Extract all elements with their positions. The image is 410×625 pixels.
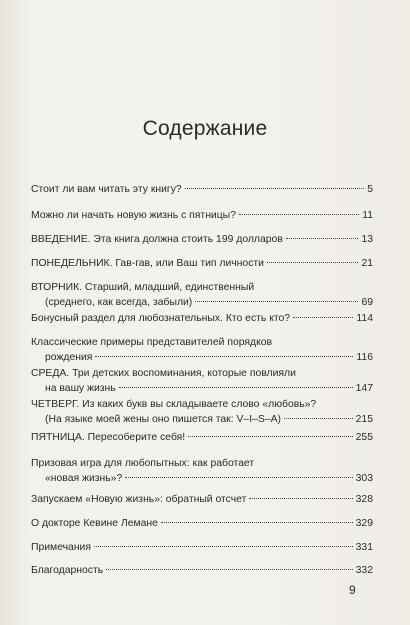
toc-entry [31, 335, 373, 365]
page-title: Содержание [142, 117, 268, 140]
toc-entry-page: 303 [355, 473, 373, 484]
toc-entry-page: 255 [355, 432, 373, 443]
toc-entry-title: Примечания [31, 542, 91, 553]
page-number: 9 [349, 583, 356, 597]
toc-entry [31, 563, 373, 578]
toc-entry-page: 114 [356, 313, 373, 324]
toc-entry-title-line: СРЕДА. Три детских воспоминания, которые повлияли [31, 368, 296, 379]
toc-entry-page: 21 [361, 258, 373, 269]
dot-leader [286, 238, 359, 239]
dot-leader [95, 356, 353, 357]
toc-entry [31, 492, 373, 507]
toc-entry-title-line: ЧЕТВЕРГ. Из каких букв вы складываете слово «любовь»? [31, 399, 317, 410]
toc-entry-title: Стоит ли вам читать эту книгу? [31, 184, 182, 195]
toc-entry-page: 332 [355, 565, 373, 576]
toc-entry-page: 5 [367, 184, 373, 195]
toc-entry [31, 311, 373, 326]
dot-leader [161, 522, 353, 523]
toc-entry-title-line: ВТОРНИК. Старший, младший, единственный [31, 282, 255, 293]
toc-entry-title: «новая жизнь»? [45, 473, 123, 484]
toc-entry-title: ПОНЕДЕЛЬНИК. Гав-гав, или Ваш тип личности [31, 258, 264, 269]
dot-leader [106, 569, 352, 570]
dot-leader [94, 546, 353, 547]
dot-leader [188, 436, 352, 437]
toc-entry [31, 208, 373, 223]
toc-entry-title: Запускаем «Новую жизнь»: обратный отсчет [31, 494, 247, 505]
toc-entry-page: 11 [362, 210, 373, 221]
toc-entry-page: 215 [355, 414, 373, 425]
toc-entry-page: 116 [356, 352, 373, 363]
dot-leader [284, 418, 353, 419]
toc-entry [31, 366, 373, 396]
toc-entry-title: Благодарность [31, 565, 104, 576]
toc-entry [31, 256, 373, 271]
toc-entry-page: 13 [361, 234, 373, 245]
toc-entry [31, 430, 373, 445]
toc-entry-page: 69 [361, 297, 373, 308]
dot-leader [293, 317, 353, 318]
dot-leader [195, 301, 358, 302]
toc-entry-title: (На языке моей жены оно пишется так: V–I–S–A) [45, 414, 281, 425]
toc-entry-title-line: Классические примеры представителей порядков [31, 337, 273, 348]
dot-leader [185, 188, 365, 189]
toc-entry [31, 232, 373, 247]
toc-entry-title: О докторе Кевине Лемане [31, 518, 158, 529]
toc-entry-title: Можно ли начать новую жизнь с пятницы? [31, 210, 236, 221]
toc-entry-page: 147 [355, 383, 373, 394]
toc-entry [31, 456, 373, 486]
dot-leader [249, 498, 352, 499]
dot-leader [119, 387, 353, 388]
toc-entry [31, 540, 373, 555]
toc-entry [31, 182, 373, 197]
toc-entry [31, 516, 373, 531]
toc-entry-title: Бонусный раздел для любознательных. Кто есть кто? [31, 313, 291, 324]
toc-entry [31, 397, 373, 427]
toc-entry-title: ПЯТНИЦА. Пересоберите себя! [31, 432, 186, 443]
toc-entry-title: (среднего, как всегда, забыли) [45, 297, 193, 308]
dot-leader [125, 477, 352, 478]
dot-leader [239, 214, 359, 215]
toc-entry-title: ВВЕДЕНИЕ. Эта книга должна стоить 199 долларов [31, 234, 283, 245]
toc-entry-page: 329 [355, 518, 373, 529]
toc-entry-page: 328 [355, 494, 373, 505]
toc-entry-title-line: Призовая игра для любопытных: как работает [31, 458, 255, 469]
toc-entry-title: рождения [45, 352, 93, 363]
dot-leader [267, 262, 358, 263]
toc-entry-title: на вашу жизнь [45, 383, 116, 394]
toc-entry [31, 280, 373, 310]
toc-entry-page: 331 [355, 542, 373, 553]
